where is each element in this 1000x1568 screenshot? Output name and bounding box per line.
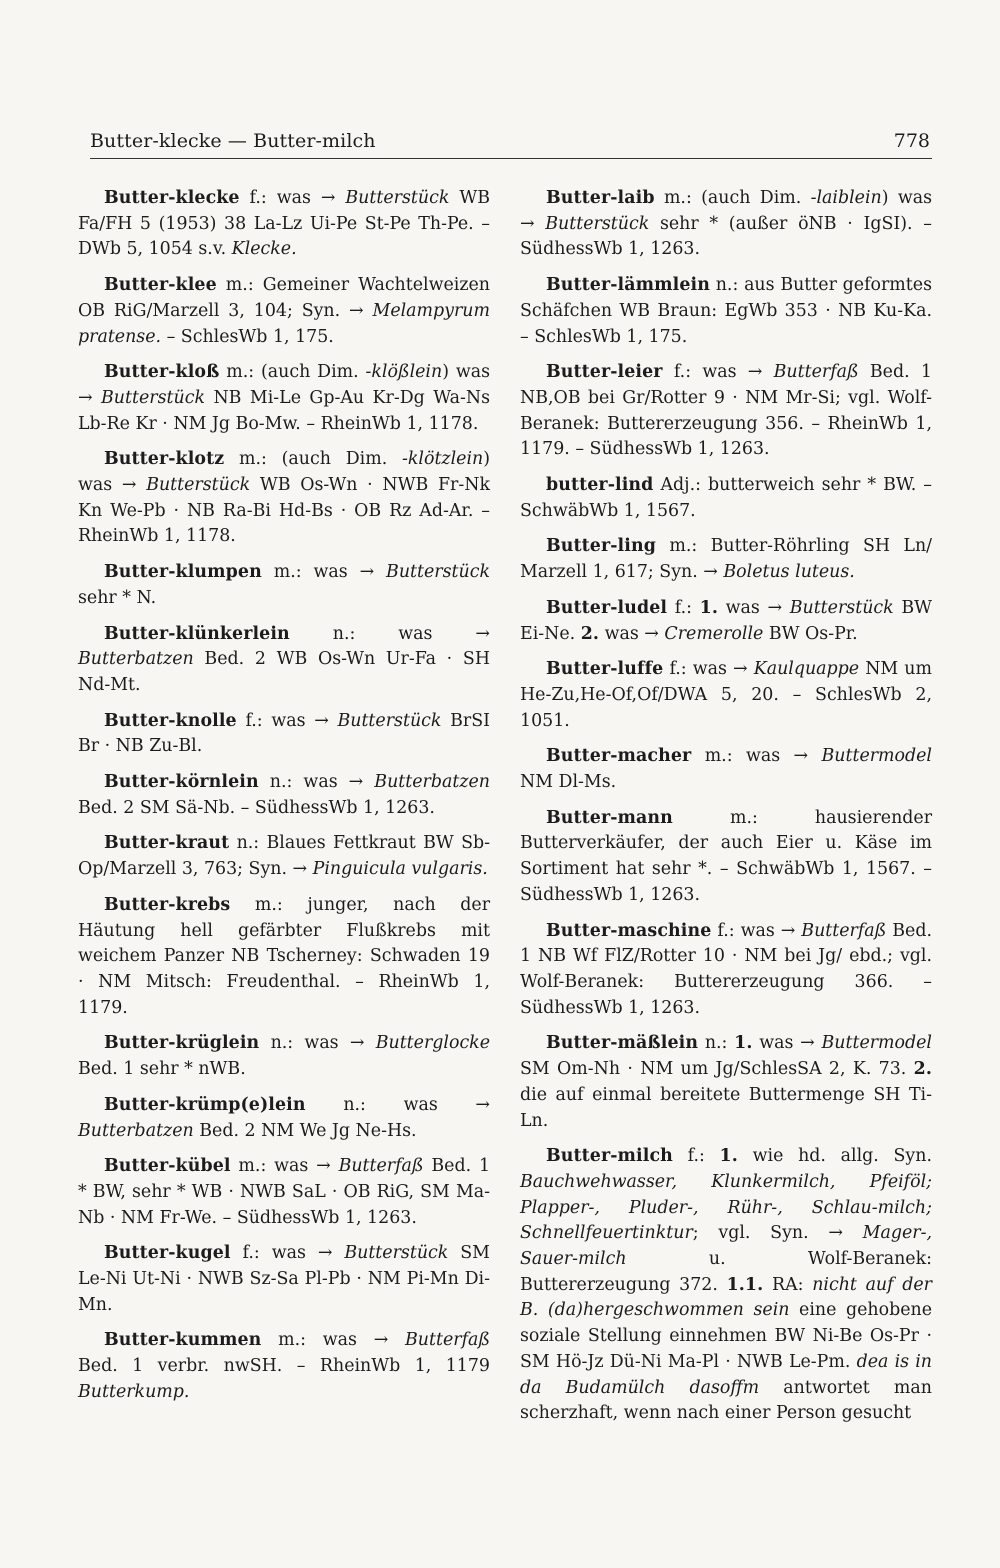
- entry-headword: Butter-macher: [546, 746, 692, 767]
- entry-text: NM Dl-Ms.: [520, 772, 617, 793]
- entry-text: n.: was →: [343, 1094, 490, 1115]
- dictionary-entry: [78, 893, 490, 1022]
- entry-headword: Butter-mann: [546, 807, 673, 828]
- entry-italic-text: Butterstück: [337, 710, 442, 731]
- entry-text: Bed. 1 * BW, sehr * WB · NWB SaL · OB RiG, SM Ma-Nb · NM Fr-We. – SüdhessWb 1, 1263.: [78, 1156, 491, 1228]
- entry-text: n.: aus Butter geformtes Schäfchen WB Braun: EgWb 353 · NB Ku-Ka. – SchlesWb 1, 175.: [520, 275, 932, 347]
- entry-text: m.: Gemeiner Wachtelweizen OB RiG/Marzell 3, 104; Syn. →: [78, 275, 490, 321]
- entry-headword: Butter-lämmlein: [546, 275, 710, 296]
- dictionary-entry: [520, 360, 932, 463]
- entry-text: f.: was →: [717, 920, 802, 941]
- entry-italic-text: Butterkump.: [78, 1381, 190, 1402]
- entry-text: die auf einmal bereitete Buttermenge SH Ti-Ln.: [520, 1084, 932, 1131]
- entry-text: ; vgl. Syn. →: [692, 1223, 863, 1244]
- entry-text: f.: was →: [245, 710, 338, 731]
- entry-text: Bed. 2 SM Sä-Nb. – SüdhessWb 1, 1263.: [78, 797, 435, 818]
- entry-headword: Butter-klecke: [104, 188, 240, 208]
- entry-text: f.:: [687, 1146, 720, 1167]
- entry-italic-text: Butterglocke: [375, 1033, 491, 1054]
- entry-italic-text: Buttermodel: [821, 1033, 932, 1054]
- entry-italic-text: Butterfaß: [773, 362, 859, 383]
- entry-headword: Butter-klumpen: [104, 562, 262, 583]
- entry-text: n.:: [704, 1033, 735, 1054]
- dictionary-entry: [520, 1144, 932, 1427]
- entry-headword: Butter-klünkerlein: [104, 623, 290, 644]
- entry-text: m.: was →: [238, 1156, 339, 1177]
- entry-italic-text: Bauchwehwasser, Klunkermilch, Pfeiföl; Plapper-, Pluder-, Rühr-, Schlau-milch; Schnellfeuertinktur: [520, 1171, 932, 1244]
- entry-headword: Butter-klotz: [104, 449, 225, 470]
- page-header: [90, 128, 932, 159]
- entry-text: WB Fa/FH 5 (1953) 38 La-Lz Ui-Pe St-Pe Th-Pe. – DWb 5, 1054 s.v.: [78, 188, 490, 260]
- entry-text: was →: [718, 597, 790, 618]
- entry-italic-text: Butterstück: [545, 213, 650, 234]
- dictionary-entry: [78, 1154, 490, 1231]
- dictionary-entry: [520, 1031, 932, 1134]
- entry-headword: Butter-kraut: [104, 833, 230, 854]
- dictionary-entry: [78, 273, 490, 350]
- entry-headword: Butter-kugel: [104, 1243, 231, 1264]
- entry-italic-text: Butterbatzen: [374, 772, 491, 793]
- entry-text: ) was →: [520, 188, 933, 234]
- entry-italic-text: Butterfaß: [338, 1156, 424, 1177]
- entry-italic-text: dea is in da Budamülch dasoffm: [520, 1351, 932, 1398]
- entry-italic-text: Kaulquappe: [753, 659, 860, 680]
- entry-text: f.: was →: [249, 188, 346, 208]
- dictionary-entry: [520, 473, 932, 524]
- entry-text: – SchlesWb 1, 175.: [161, 326, 334, 347]
- entry-text: n.: was →: [332, 623, 490, 644]
- dictionary-entry: [78, 560, 490, 611]
- entry-text: was →: [599, 623, 665, 644]
- entry-text: m.: was →: [278, 1330, 406, 1351]
- entry-text: m.: Butter-Röhrling SH Ln/ Marzell 1, 617; Syn. →: [520, 536, 933, 583]
- entry-text: SM Om-Nh · NM um Jg/SchlesSA 2, K. 73.: [520, 1059, 914, 1080]
- entry-text: 1.: [719, 1146, 738, 1167]
- dictionary-entry: [78, 831, 490, 882]
- entry-italic-text: nicht auf der B. (da)hergeschwommen sein: [520, 1274, 932, 1321]
- entry-italic-text: Butterbatzen: [78, 649, 194, 670]
- entry-text: f.: was →: [242, 1243, 345, 1264]
- dictionary-entry: [78, 360, 490, 437]
- entry-headword: Butter-maschine: [546, 920, 712, 941]
- entry-text: BW Os-Pr.: [763, 623, 858, 644]
- dictionary-entry: [520, 186, 932, 263]
- entry-text: sehr * N.: [78, 587, 157, 608]
- entry-text: was →: [752, 1033, 822, 1054]
- entry-italic-text: Buttermodel: [821, 746, 932, 767]
- entry-text: ) was →: [78, 362, 490, 408]
- entry-italic-text: Butterbatzen: [78, 1120, 194, 1141]
- entry-text: Bed. 1 sehr * nWB.: [78, 1059, 246, 1080]
- entry-italic-text: Butterstück: [345, 188, 450, 208]
- entry-text: m.: hausierender Butterverkäufer, der auch Eier u. Käse im Sortiment hat sehr *. – SchwäbWb 1, 1567. – SüdhessWb 1, 1263.: [520, 807, 933, 905]
- entry-headword: Butter-krebs: [104, 894, 231, 915]
- entry-text: m.: (auch Dim.: [226, 362, 366, 383]
- entry-italic-text: Butterfaß: [405, 1330, 491, 1351]
- entry-headword: Butter-krüglein: [104, 1033, 260, 1054]
- entry-text: wie hd. allg. Syn.: [737, 1146, 932, 1167]
- entry-text: NM um He-Zu,He-Of,Of/DWA 5, 20. – SchlesWb 2, 1051.: [520, 659, 932, 731]
- dictionary-entry: [78, 622, 490, 699]
- entry-text: m.: junger, nach der Häutung hell gefärbter Flußkrebs mit weichem Panzer NB Tscherney: Schwaden 19 · NM Mitsch: Freudenthal. – RheinWb 1, 1179.: [78, 894, 491, 1018]
- entry-text: BrSI Br · NB Zu-Bl.: [78, 710, 491, 757]
- entry-text: m.: was →: [704, 746, 822, 767]
- entry-text: f.: was →: [669, 659, 754, 680]
- dictionary-entry: [78, 447, 490, 550]
- left-column: [78, 186, 490, 1416]
- entry-italic-text: Butterstück: [386, 562, 491, 583]
- entry-italic-text: -laiblein: [810, 188, 882, 208]
- entry-text: f.: was →: [673, 362, 774, 383]
- entry-text: SM Le-Ni Ut-Ni · NWB Sz-Sa Pl-Pb · NM Pi-Mn Di-Mn.: [78, 1243, 490, 1315]
- entry-text: Bed. 2 NM We Jg Ne-Hs.: [193, 1120, 417, 1141]
- entry-headword: Butter-kloß: [104, 362, 220, 383]
- entry-text: ) was →: [78, 449, 491, 496]
- entry-text: 1.1.: [726, 1274, 764, 1295]
- entry-text: Bed. 2 WB Os-Wn Ur-Fa · SH Nd-Mt.: [78, 649, 490, 695]
- dictionary-entry: [78, 1093, 490, 1144]
- entry-headword: Butter-laib: [546, 188, 655, 208]
- entry-text: 2.: [913, 1059, 932, 1080]
- dictionary-entry: [520, 744, 932, 795]
- entry-text: n.: was →: [269, 772, 375, 793]
- entry-text: m.: (auch Dim.: [663, 188, 811, 208]
- entry-text: RA:: [763, 1274, 813, 1295]
- dictionary-entry: [78, 1241, 490, 1318]
- dictionary-entry: [520, 657, 932, 734]
- entry-text: sehr * (außer öNB · IgSI). – SüdhessWb 1, 1263.: [520, 213, 932, 260]
- entry-headword: Butter-mäßlein: [546, 1033, 699, 1054]
- entry-headword: Butter-milch: [546, 1146, 673, 1167]
- entry-italic-text: Cremerolle: [664, 623, 764, 644]
- entry-italic-text: Butterstück: [344, 1243, 449, 1264]
- entry-text: 1.: [699, 597, 719, 618]
- right-column: [520, 186, 932, 1437]
- entry-text: antwortet man scherzhaft, wenn nach einer Person gesucht: [520, 1377, 932, 1424]
- dictionary-entry: [78, 709, 490, 760]
- entry-italic-text: Butterstück: [789, 597, 894, 618]
- dictionary-entry: [78, 1328, 490, 1405]
- entry-italic-text: Klecke.: [231, 239, 297, 260]
- dictionary-entry: [520, 919, 932, 1022]
- entry-italic-text: Pinguicula vulgaris.: [312, 859, 488, 880]
- entry-italic-text: Mager-, Sauer-milch: [520, 1223, 932, 1270]
- dictionary-entry: [520, 806, 932, 909]
- entry-text: WB Os-Wn · NWB Fr-Nk Kn We-Pb · NB Ra-Bi Hd-Bs · OB Rz Ad-Ar. – RheinWb 1, 1178.: [78, 475, 490, 547]
- dictionary-entry: [520, 273, 932, 350]
- entry-italic-text: Butterfaß: [801, 920, 887, 941]
- running-head: Butter-klecke — Butter-milch: [90, 130, 376, 152]
- entry-headword: Butter-ling: [546, 536, 656, 557]
- entry-headword: Butter-kummen: [104, 1330, 262, 1351]
- dictionary-entry: [78, 1031, 490, 1082]
- dictionary-entry: [520, 596, 932, 647]
- dictionary-entry: [520, 534, 932, 585]
- entry-text: eine gehobene soziale Stellung einnehmen BW Ni-Be Os-Pr · SM Hö-Jz Dü-Ni Ma-Pl · NWB Le-Pm.: [520, 1300, 932, 1372]
- entry-headword: Butter-kübel: [104, 1156, 231, 1177]
- entry-headword: Butter-krümp(e)lein: [104, 1094, 306, 1115]
- entry-headword: Butter-luffe: [546, 659, 664, 680]
- entry-headword: Butter-knolle: [104, 710, 237, 731]
- entry-text: 2.: [580, 623, 600, 644]
- entry-headword: butter-lind: [546, 475, 654, 496]
- entry-headword: Butter-körnlein: [104, 772, 259, 793]
- page-number: 778: [893, 130, 930, 152]
- entry-text: Bed. 1 NB Wf FlZ/Rotter 10 · NM bei Jg/ ebd.; vgl. Wolf-Beranek: Buttererzeugung 366. – SüdhessWb 1, 1263.: [520, 920, 933, 1018]
- entry-italic-text: -klößlein: [365, 362, 443, 383]
- entry-text: 1.: [734, 1033, 753, 1054]
- entry-headword: Butter-klee: [104, 275, 217, 296]
- entry-italic-text: Butterstück: [101, 387, 205, 408]
- entry-italic-text: -klötzlein: [402, 449, 484, 470]
- entry-text: Bed. 1 NB,OB bei Gr/Rotter 9 · NM Mr-Si; vgl. Wolf-Beranek: Buttererzeugung 356. – RheinWb 1, 1179. – SüdhessWb 1, 1263.: [520, 362, 932, 460]
- entry-text: f.:: [674, 597, 700, 618]
- entry-text: m.: (auch Dim.: [239, 449, 402, 470]
- entry-italic-text: Melampyrum pratense.: [78, 300, 490, 347]
- entry-headword: Butter-leier: [546, 362, 663, 383]
- entry-text: Adj.: butterweich sehr * BW. – SchwäbWb 1, 1567.: [520, 475, 933, 521]
- entry-text: BW Ei-Ne.: [520, 597, 932, 644]
- entry-text: n.: Blaues Fettkraut BW Sb-Op/Marzell 3, 763; Syn. →: [78, 833, 490, 880]
- entry-text: m.: was →: [273, 562, 387, 583]
- entry-italic-text: Butterstück: [146, 475, 251, 496]
- entry-text: n.: was →: [270, 1033, 376, 1054]
- entry-text: u. Wolf-Beranek: Buttererzeugung 372.: [520, 1249, 932, 1295]
- dictionary-entry: [78, 770, 490, 821]
- dictionary-entry: [78, 186, 490, 263]
- entry-text: NB Mi-Le Gp-Au Kr-Dg Wa-Ns Lb-Re Kr · NM Jg Bo-Mw. – RheinWb 1, 1178.: [78, 387, 490, 434]
- entry-text: Bed. 1 verbr. nwSH. – RheinWb 1, 1179: [78, 1356, 490, 1377]
- entry-headword: Butter-ludel: [546, 597, 668, 618]
- entry-italic-text: Boletus luteus.: [723, 562, 855, 583]
